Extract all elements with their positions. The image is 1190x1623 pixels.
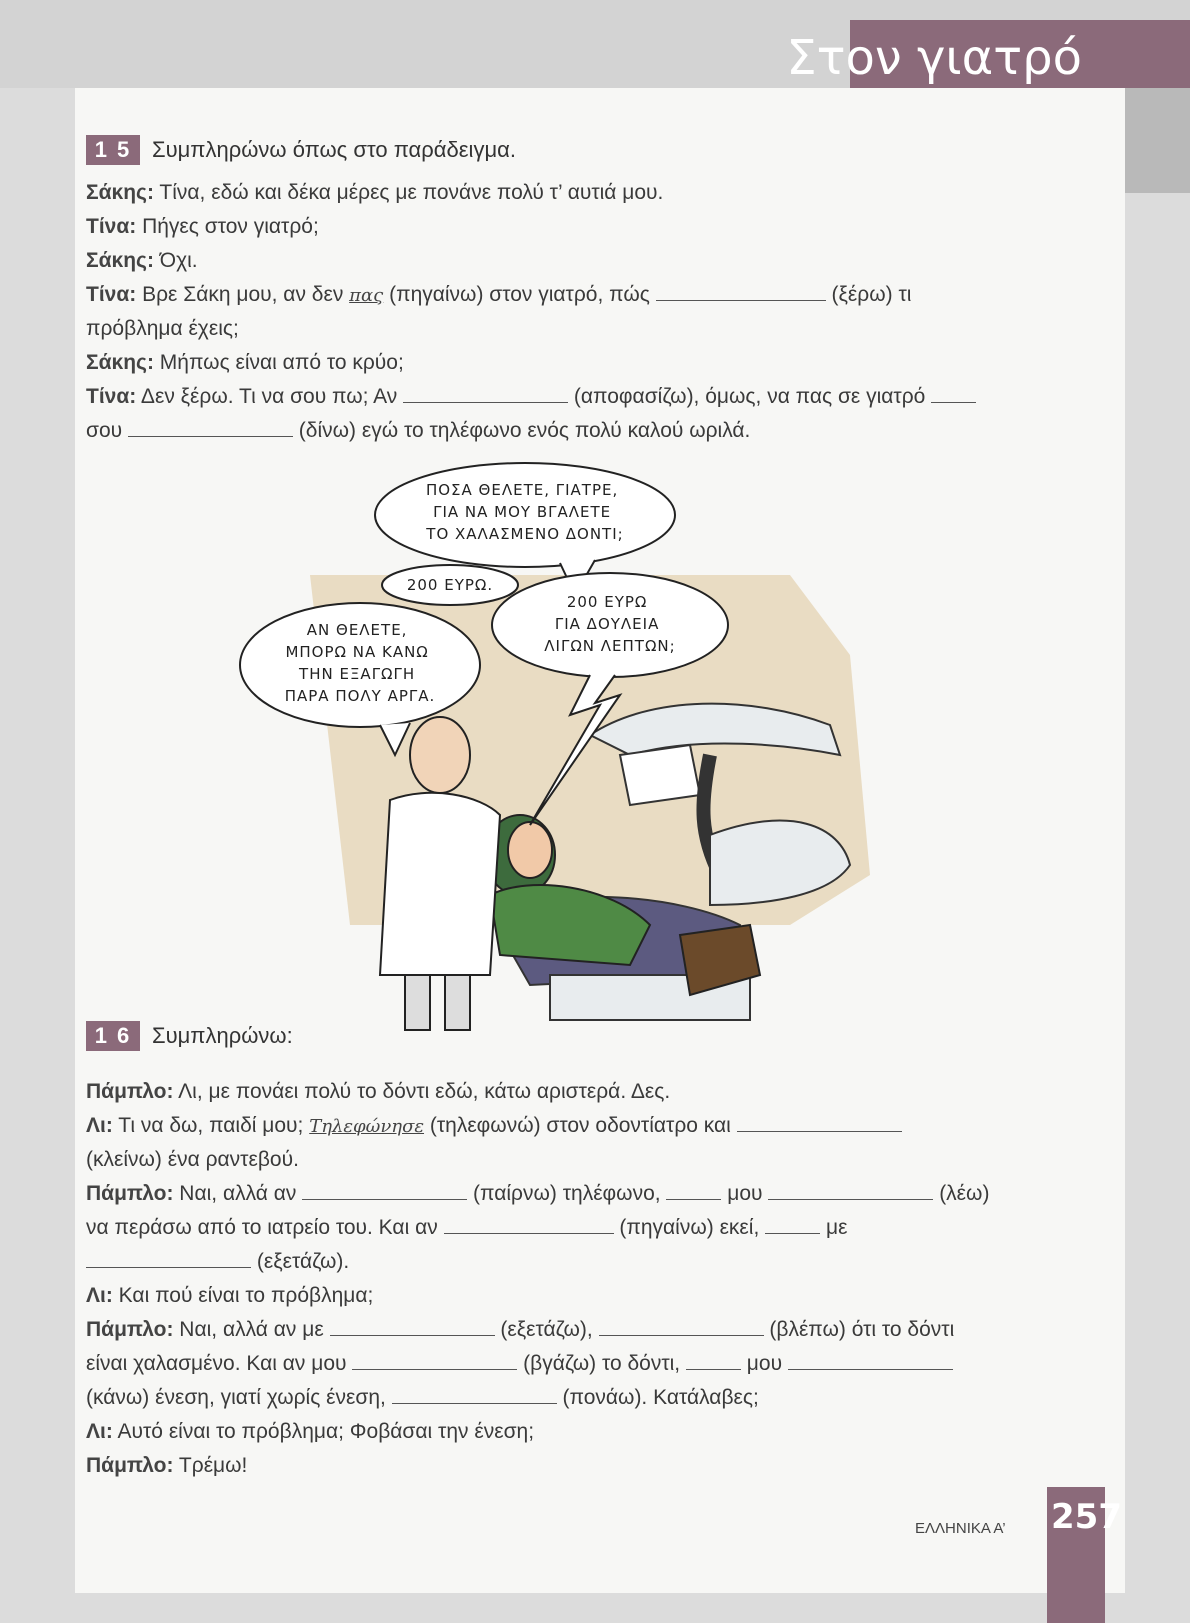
- dialogue-line: Λι: Και πού είναι το πρόβλημα;: [86, 1284, 374, 1307]
- dialogue-line: (κάνω) ένεση, γιατί χωρίς ένεση, (πονάω). Κατάλαβες;: [86, 1383, 759, 1413]
- dialogue-line: Λι: Αυτό είναι το πρόβλημα; Φοβάσαι την ένεση;: [86, 1420, 535, 1443]
- fill-blank[interactable]: [352, 1349, 517, 1370]
- fill-blank[interactable]: [86, 1247, 251, 1268]
- fill-blank[interactable]: [765, 1213, 820, 1234]
- dialogue-line: Τίνα: Βρε Σάκη μου, αν δεν πας (πηγαίνω) στον γιατρό, πώς (ξέρω) τι: [86, 280, 911, 311]
- bubble-top-text: [425, 481, 624, 543]
- fill-blank[interactable]: [128, 416, 293, 437]
- example-answer: πας: [349, 285, 384, 306]
- dialogue-line: Πάμπλο: Λι, με πονάει πολύ το δόντι εδώ, κάτω αριστερά. Δες.: [86, 1080, 671, 1103]
- dentist-coat: [380, 793, 500, 975]
- dialogue-line: Σάκης: Τίνα, εδώ και δέκα μέρες με πονάνε πολύ τ’ αυτιά μου.: [86, 181, 664, 204]
- bubble-text-line: ΤΟ ΧΑΛΑΣΜΕΝΟ ΔΟΝΤΙ;: [426, 525, 624, 543]
- dialogue-line: Σάκης: Μήπως είναι από το κρύο;: [86, 351, 404, 374]
- dialogue-line: Σάκης: Όχι.: [86, 249, 198, 272]
- dialogue-line: να περάσω από το ιατρείο του. Και αν (πηγαίνω) εκεί, με: [86, 1213, 847, 1243]
- bubble-small-text: [407, 576, 493, 594]
- fill-blank[interactable]: [737, 1111, 902, 1132]
- dentist-cartoon: [230, 455, 890, 1040]
- exercise-title-16: Συμπληρώνω:: [152, 1023, 293, 1048]
- bubble-text-line: ΜΠΟΡΩ ΝΑ ΚΑΝΩ: [285, 643, 429, 661]
- book-title-footer: ΕΛΛΗΝΙΚΑ Α’: [915, 1520, 1006, 1537]
- bubble-text-line: ΠΑΡΑ ΠΟΛΥ ΑΡΓΑ.: [284, 687, 436, 705]
- bubble-text-line: ΤΗΝ ΕΞΑΓΩΓΗ: [299, 665, 416, 683]
- dialogue-line: πρόβλημα έχεις;: [86, 317, 239, 340]
- dialogue-line: Πάμπλο: Τρέμω!: [86, 1454, 248, 1477]
- side-tab: [1125, 88, 1190, 193]
- exercise-badge-15: 1 5: [86, 135, 140, 165]
- bubble-text-line: ΓΙΑ ΝΑ ΜΟΥ ΒΓΑΛΕΤΕ: [433, 503, 612, 521]
- dialogue-line: (κλείνω) ένα ραντεβού.: [86, 1148, 299, 1171]
- dentist-head: [410, 717, 470, 793]
- bubble-text-line: ΓΙΑ ΔΟΥΛΕΙΑ: [554, 615, 660, 633]
- bubble-text-line: ΑΝ ΘΕΛΕΤΕ,: [306, 621, 408, 639]
- fill-blank[interactable]: [686, 1349, 741, 1370]
- dentist-leg: [405, 975, 430, 1030]
- exercise-title-15: Συμπληρώνω όπως στο παράδειγμα.: [152, 137, 516, 162]
- fill-blank[interactable]: [403, 382, 568, 403]
- page-number: 257: [1051, 1497, 1122, 1537]
- bubble-text-line: 200 ΕΥΡΩ: [566, 593, 648, 611]
- patient-face: [508, 822, 552, 878]
- fill-blank[interactable]: [768, 1179, 933, 1200]
- example-answer: Τηλεφώνησε: [309, 1116, 425, 1137]
- page-title: Στον γιατρό: [786, 30, 1082, 86]
- bubble-text-line: ΠΟΣΑ ΘΕΛΕΤΕ, ΓΙΑΤΡΕ,: [425, 481, 619, 499]
- fill-blank[interactable]: [330, 1315, 495, 1336]
- fill-blank[interactable]: [666, 1179, 721, 1200]
- dialogue-line: Τίνα: Δεν ξέρω. Τι να σου πω; Αν (αποφασίζω), όμως, να πας σε γιατρό: [86, 382, 976, 412]
- dialogue-line: (εξετάζω).: [86, 1247, 349, 1277]
- fill-blank[interactable]: [788, 1349, 953, 1370]
- bubble-text-line: ΛΙΓΩΝ ΛΕΠΤΩΝ;: [544, 637, 676, 655]
- fill-blank[interactable]: [656, 280, 826, 301]
- exercise-badge-16: 1 6: [86, 1021, 140, 1051]
- dentist-leg: [445, 975, 470, 1030]
- dialogue-line: είναι χαλασμένο. Και αν μου (βγάζω) το δόντι, μου: [86, 1349, 953, 1379]
- dialogue-line: Πάμπλο: Ναι, αλλά αν με (εξετάζω), (βλέπω) ότι το δόντι: [86, 1315, 954, 1345]
- fill-blank[interactable]: [931, 382, 976, 403]
- dialogue-line: σου (δίνω) εγώ το τηλέφωνο ενός πολύ καλού ωριλά.: [86, 416, 750, 446]
- dialogue-line: Λι: Τι να δω, παιδί μου; Τηλεφώνησε (τηλεφωνώ) στον οδοντίατρο και: [86, 1111, 902, 1142]
- dialogue-line: Τίνα: Πήγες στον γιατρό;: [86, 215, 319, 238]
- bubble-text-line: 200 ΕΥΡΩ.: [406, 576, 494, 594]
- fill-blank[interactable]: [302, 1179, 467, 1200]
- fill-blank[interactable]: [599, 1315, 764, 1336]
- fill-blank[interactable]: [392, 1383, 557, 1404]
- dialogue-line: Πάμπλο: Ναι, αλλά αν (παίρνω) τηλέφωνο, μου (λέω): [86, 1179, 989, 1209]
- lamp-head: [620, 745, 700, 805]
- fill-blank[interactable]: [444, 1213, 614, 1234]
